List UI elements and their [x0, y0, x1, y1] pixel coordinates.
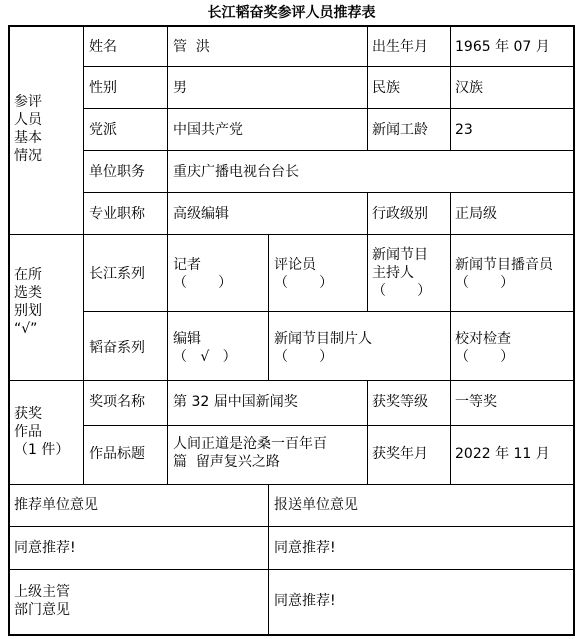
award-date-value: 2022 年 11 月: [455, 446, 550, 462]
birth-value: 1965 年 07 月: [455, 39, 550, 55]
award-date-label: 获奖年月: [372, 446, 428, 462]
form-title: 长江韬奋奖参评人员推荐表: [207, 5, 376, 21]
taofen-label: 韬奋系列: [89, 340, 145, 356]
work-title-label: 作品标题: [89, 446, 145, 462]
unit-value: 重庆广播电视台台长: [173, 164, 299, 180]
name-label: 姓名: [89, 39, 117, 55]
award-name-value: 第 32 届中国新闻奖: [173, 394, 298, 410]
name-value: 管 洪: [173, 39, 210, 55]
announcer-option: 新闻节目播音员 （ ）: [455, 257, 553, 291]
unit-label: 单位职务: [89, 164, 145, 180]
years-value: 23: [455, 122, 473, 138]
commentator-option: 评论员 （ ）: [274, 257, 334, 291]
superior-opinion-value: 同意推荐!: [274, 593, 336, 609]
party-label: 党派: [89, 122, 117, 138]
prof-title-label: 专业职称: [89, 206, 145, 222]
ethnic-value: 汉族: [455, 80, 483, 96]
birth-label: 出生年月: [372, 39, 428, 55]
award-level-label: 获奖等级: [372, 394, 428, 410]
admin-value: 正局级: [455, 206, 497, 222]
gender-value: 男: [173, 80, 187, 96]
recommend-opinion-value: 同意推荐!: [14, 540, 76, 556]
basic-section-label: 参评 人员 基本 情况: [14, 94, 42, 164]
prof-title-value: 高级编辑: [173, 206, 229, 222]
category-section-label: 在所 选类 别划 “√”: [14, 267, 42, 337]
award-section-label: 获奖 作品 （1 件）: [14, 406, 70, 458]
reporter-option: 记者 （ ）: [173, 257, 233, 291]
work-title-value: 人间正道是沧桑一百年百 篇 留声复兴之路: [173, 436, 327, 470]
superior-opinion-label: 上级主管 部门意见: [14, 584, 70, 618]
submit-opinion-value: 同意推荐!: [274, 540, 336, 556]
proofreader-option: 校对检查 （ ）: [455, 331, 515, 365]
editor-option: 编辑 （ √ ）: [173, 331, 237, 365]
submit-opinion-label: 报送单位意见: [274, 497, 358, 513]
changjiang-label: 长江系列: [89, 266, 145, 282]
party-value: 中国共产党: [173, 122, 243, 138]
host-option: 新闻节目 主持人 （ ）: [372, 247, 432, 299]
producer-option: 新闻节目制片人 （ ）: [274, 331, 372, 365]
admin-label: 行政级别: [372, 206, 428, 222]
ethnic-label: 民族: [372, 80, 400, 96]
years-label: 新闻工龄: [372, 122, 428, 138]
recommend-opinion-label: 推荐单位意见: [14, 497, 98, 513]
gender-label: 性别: [89, 80, 117, 96]
award-name-label: 奖项名称: [89, 394, 145, 410]
award-level-value: 一等奖: [455, 394, 497, 410]
